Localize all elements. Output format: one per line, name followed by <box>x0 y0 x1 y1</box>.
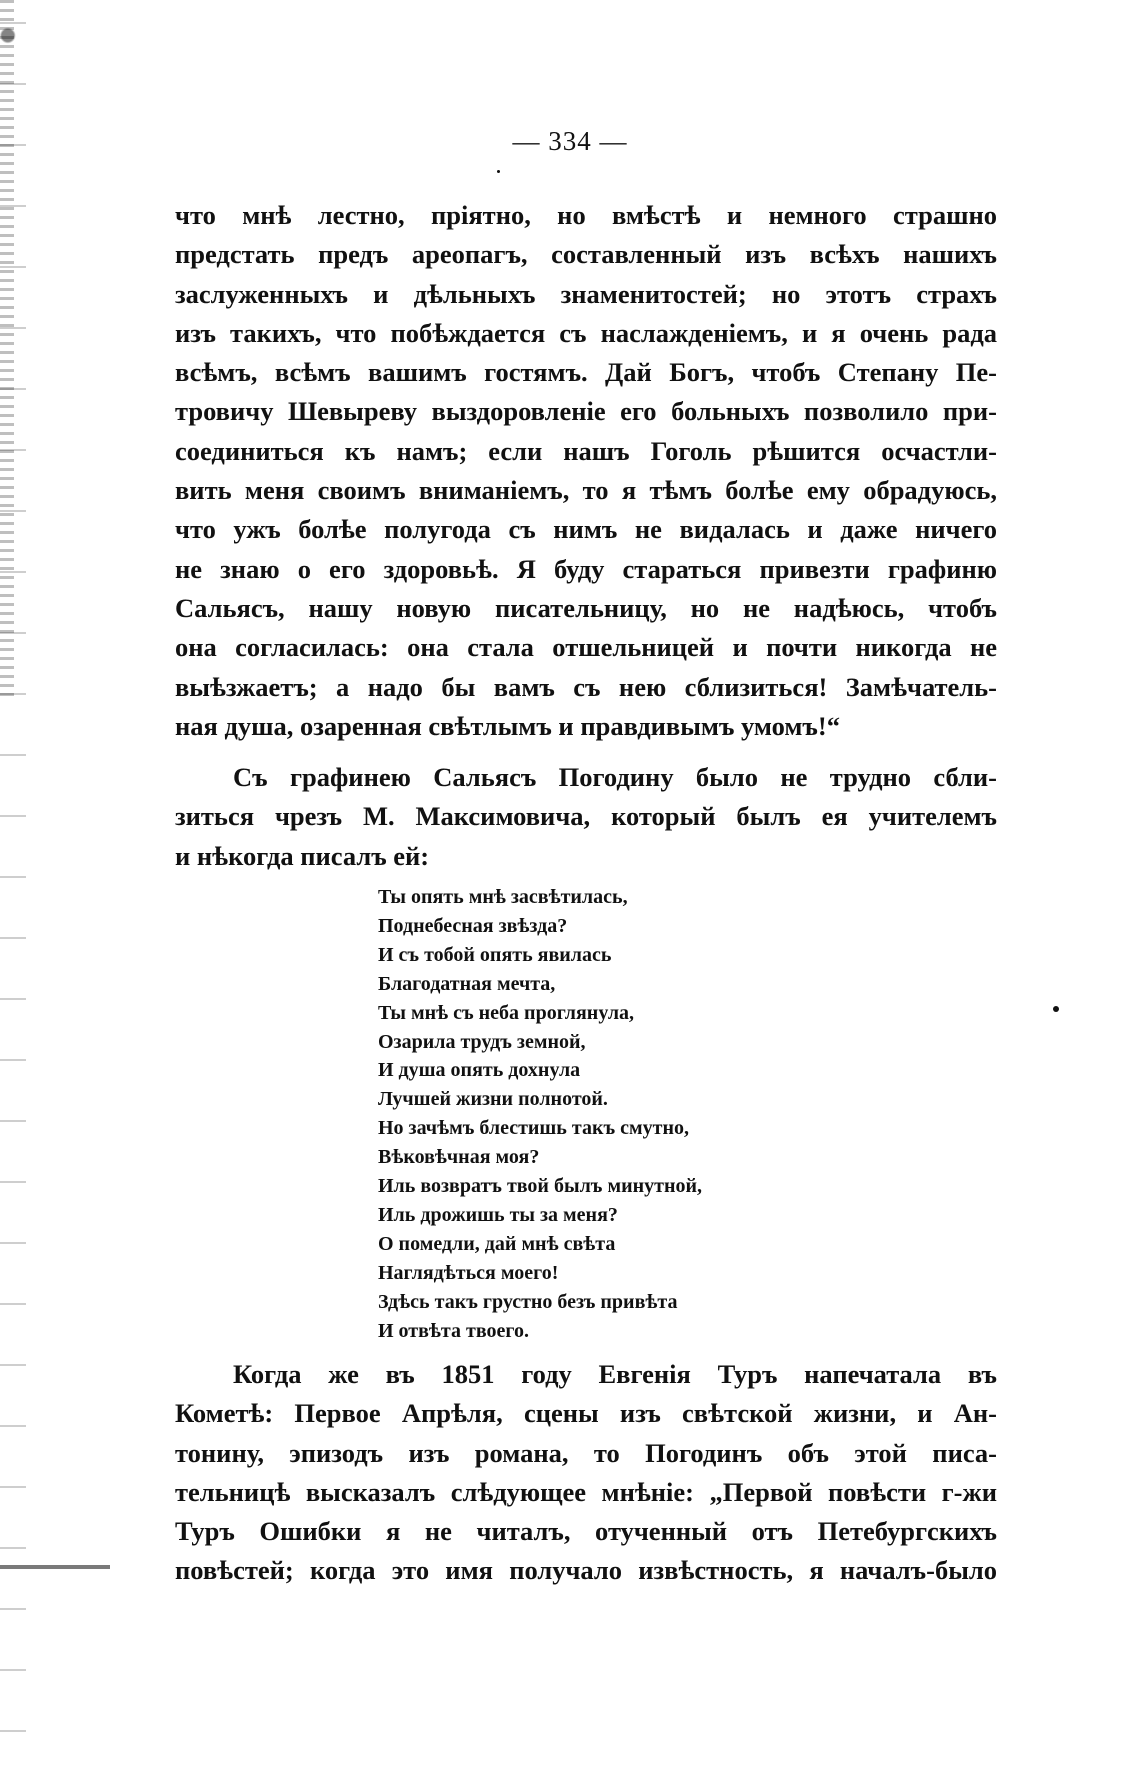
poem-line: Иль дрожишь ты за меня? <box>378 1203 618 1226</box>
scan-dot <box>1053 1006 1059 1012</box>
poem-line: Здѣсь такъ грустно безъ привѣта <box>378 1290 678 1313</box>
poem-line: Ты мнѣ съ неба проглянула, <box>378 1001 635 1024</box>
poem-line: И душа опять дохнула <box>378 1059 581 1082</box>
poem-line: Вѣковѣчная моя? <box>378 1146 540 1169</box>
text-line: выѣзжаетъ; а надо бы вамъ съ нею сблизиться! Замѣчатель- <box>175 671 997 702</box>
scan-smudge <box>0 1565 110 1569</box>
text-line: Когда же въ 1851 году Евгенія Туръ напечатала въ <box>233 1359 997 1389</box>
text-line: не знаю о его здоровьѣ. Я буду стараться привезти графиню <box>175 553 997 584</box>
text-line: она согласилась: она стала отшельницей и почти никогда не <box>175 632 997 663</box>
paragraph-3 <box>175 1355 997 1591</box>
poem-line: Лучшей жизни полнотой. <box>378 1088 608 1111</box>
text-line: тельницѣ высказалъ слѣдующее мнѣніе: „Первой повѣсти г-жи <box>175 1476 997 1507</box>
poem-line: О помедли, дай мнѣ свѣта <box>378 1232 616 1255</box>
text-line: тонину, эпизодъ изъ романа, то Погодинъ объ этой писа- <box>175 1437 997 1468</box>
poem-line: Но зачѣмъ блестишь такъ смутно, <box>378 1117 689 1140</box>
text-line: изъ такихъ, что побѣждается съ наслажденіемъ, и я очень рада <box>175 317 997 348</box>
text-line: заслуженныхъ и дѣльныхъ знаменитостей; но этотъ страхъ <box>175 278 997 309</box>
poem-line: Поднебесная звѣзда? <box>378 914 568 937</box>
text-line: всѣмъ, всѣмъ вашимъ гостямъ. Дай Богъ, чтобъ Степану Пе- <box>175 357 997 388</box>
poem-line: И отвѣта твоего. <box>378 1319 529 1342</box>
scan-dot-small <box>497 170 500 173</box>
poem-line: И съ тобой опять явилась <box>378 943 612 966</box>
text-line: Съ графинею Сальясъ Погодину было не трудно сбли- <box>233 762 997 792</box>
text-line: что мнѣ лестно, пріятно, но вмѣстѣ и немного страшно <box>175 200 997 230</box>
text-line: соединиться къ намъ; если нашъ Гоголь рѣшится осчастли- <box>175 435 997 466</box>
text-line: тровичу Шевыреву выздоровленіе его больныхъ позволило при- <box>175 396 997 427</box>
poem-line: Наглядѣться моего! <box>378 1261 559 1284</box>
text-line: Туръ Ошибки я не читалъ, отученный отъ Петебургскихъ <box>175 1516 997 1547</box>
scan-edge-noise-2 <box>0 0 14 700</box>
text-line: что ужъ болѣе полугода съ нимъ не видалась и даже ничего <box>175 514 997 545</box>
poem-line: Ты опять мнѣ засвѣтилась, <box>378 886 628 908</box>
text-line: и нѣкогда писалъ ей: <box>175 840 430 871</box>
text-line: ная душа, озаренная свѣтлымъ и правдивымъ умомъ!“ <box>175 710 840 741</box>
text-line: вить меня своимъ вниманіемъ, то я тѣмъ болѣе ему обрадуюсь, <box>175 475 997 506</box>
poem <box>378 883 818 1346</box>
text-line: повѣстей; когда это имя получало извѣстность, я началъ-было <box>175 1555 997 1586</box>
text-line: Кометѣ: Первое Апрѣля, сцены изъ свѣтской жизни, и Ан- <box>175 1398 997 1429</box>
text-line: Сальясъ, нашу новую писательницу, но не надѣюсь, чтобъ <box>175 592 997 623</box>
text-line: предстать предъ ареопагъ, составленный изъ всѣхъ нашихъ <box>175 239 997 270</box>
page-number: — 334 — <box>512 126 628 156</box>
poem-line: Озарила трудъ земной, <box>378 1030 586 1053</box>
paragraph-1 <box>175 196 997 746</box>
paragraph-2 <box>175 758 997 876</box>
poem-line: Иль возвратъ твой былъ минутной, <box>378 1175 702 1198</box>
text-line: зиться чрезъ М. Максимовича, который былъ ея учителемъ <box>175 801 997 832</box>
poem-line: Благодатная мечта, <box>378 972 556 995</box>
